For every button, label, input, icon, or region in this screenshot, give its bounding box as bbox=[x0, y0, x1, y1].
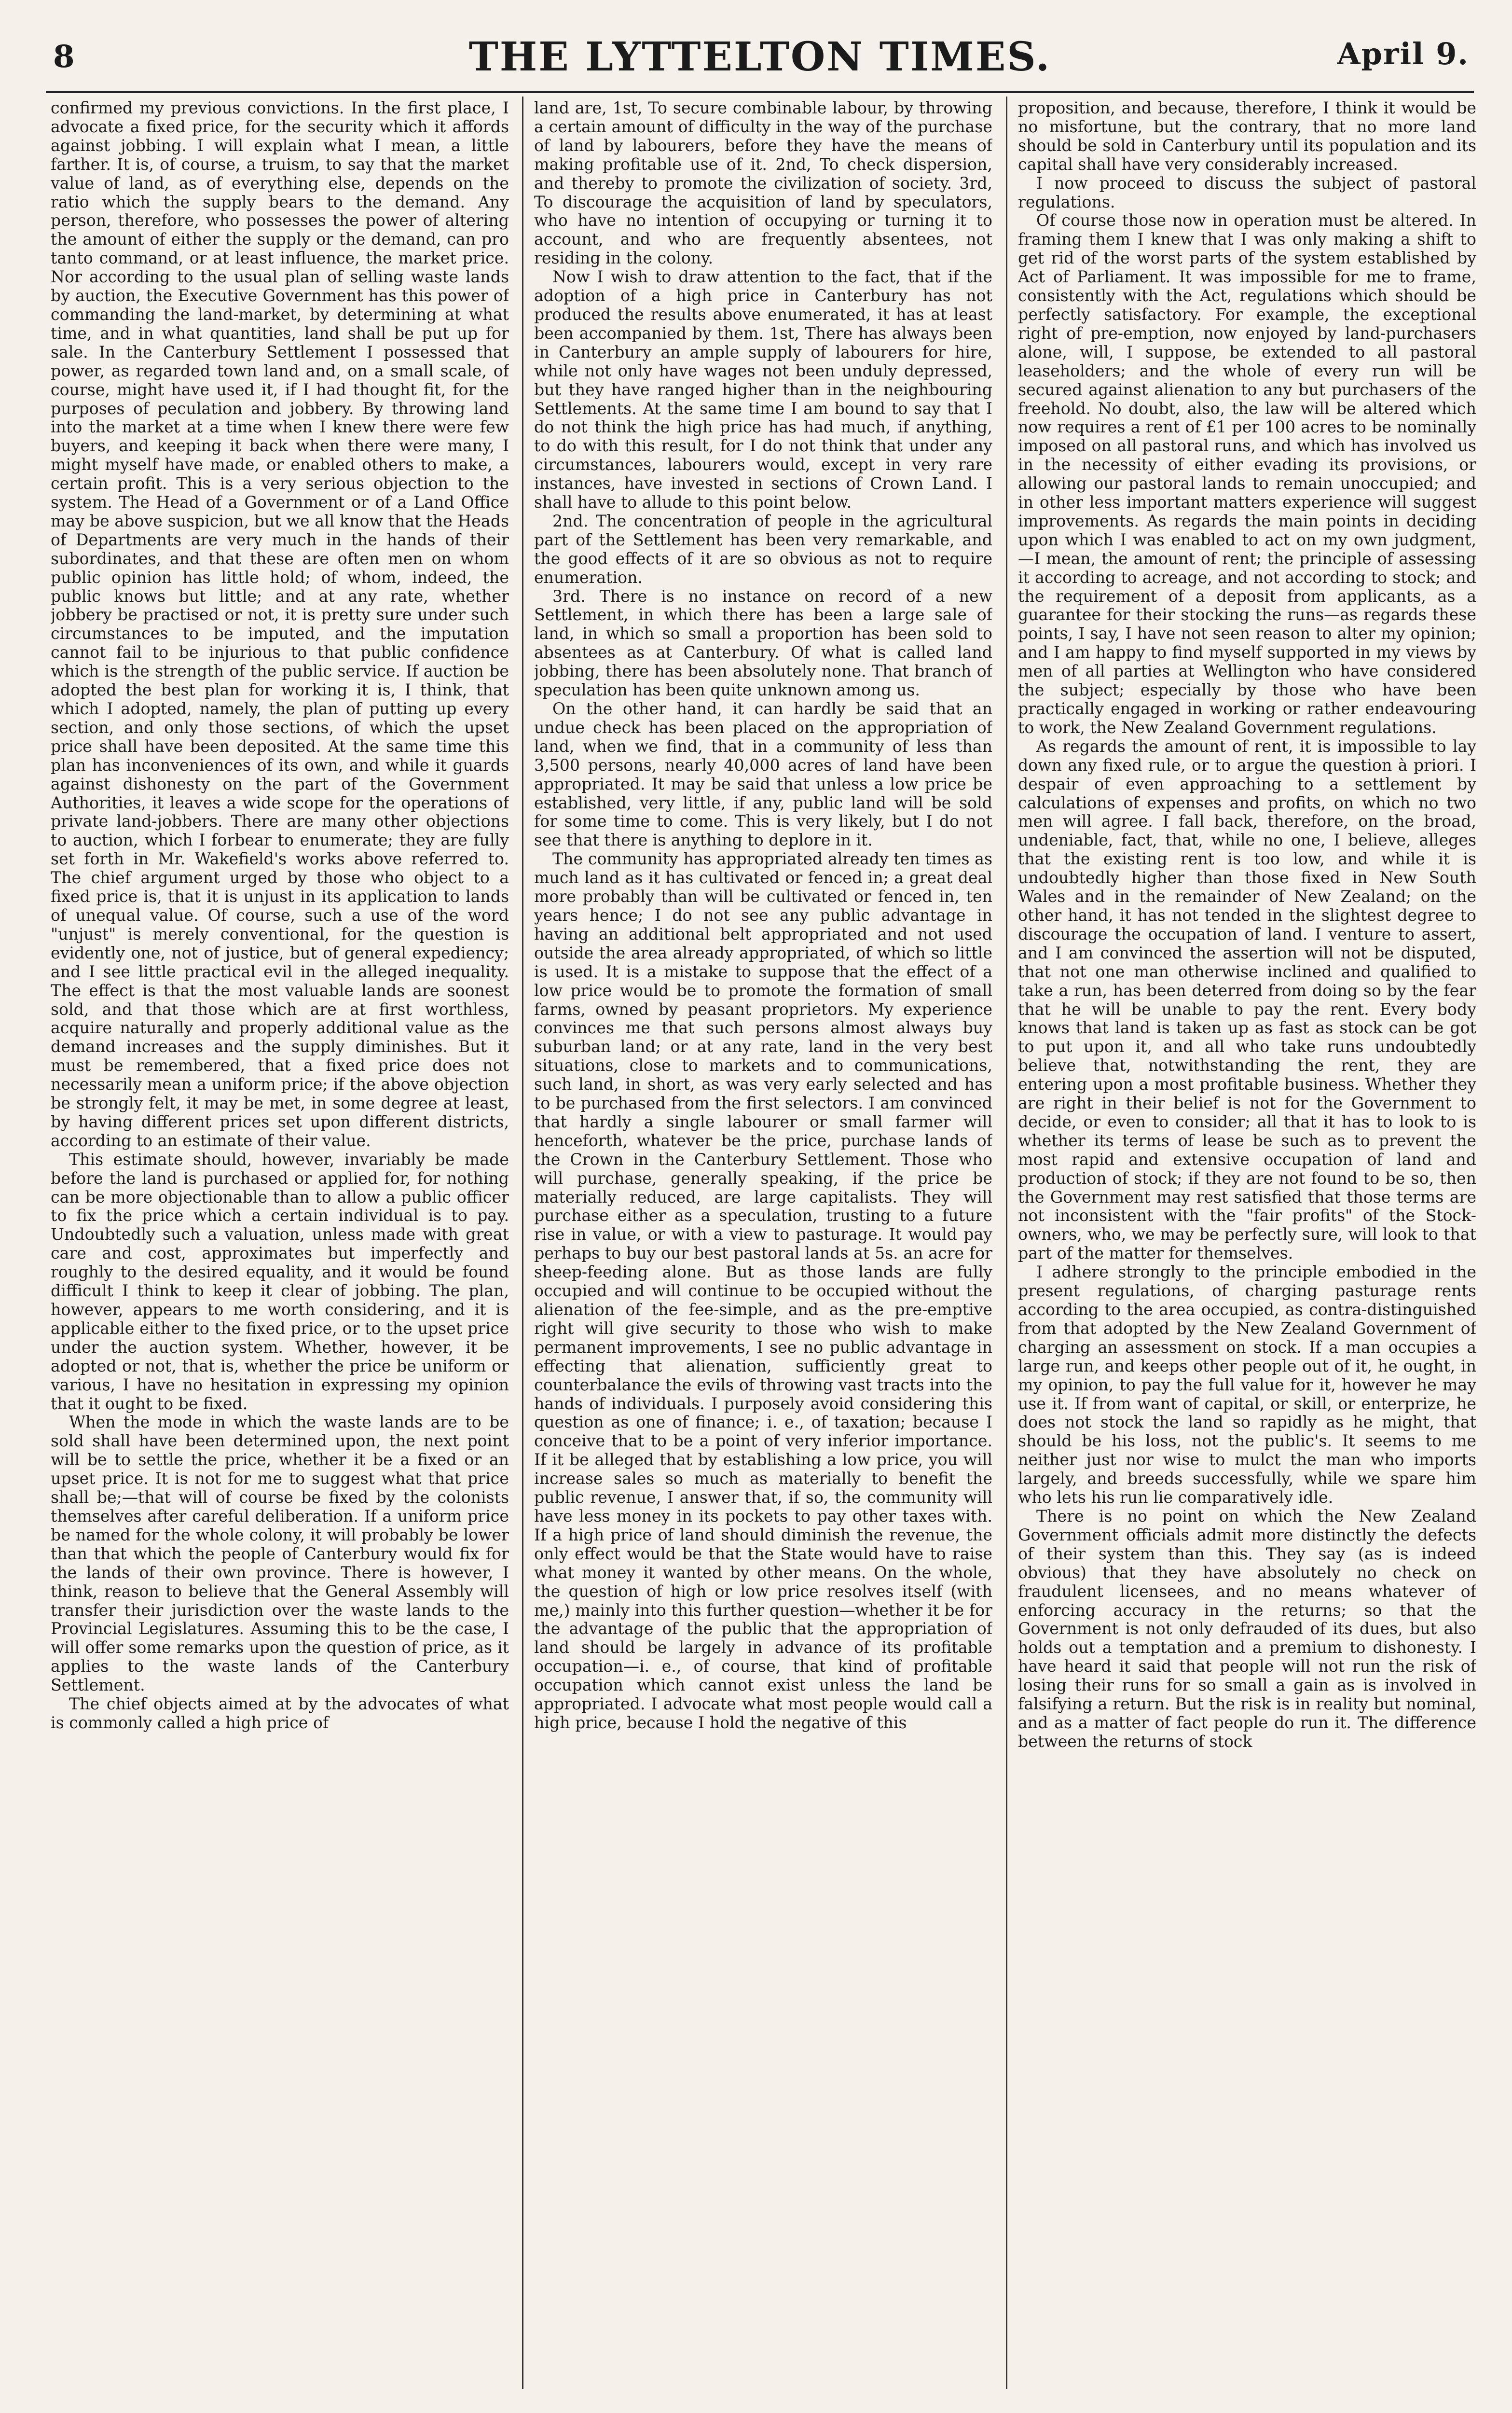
paragraph: The community has appropriated already ten times as much land as it has cultivated or fenced in; a great deal more probably than will be cultivated or fenced in, ten years hence; I do not see any public advantage in having an additional belt appropriated and not used outside the area already appropriated, of which so little is used. It is a mistake to suppose that the effect of a low price would be to promote the formation of small farms, owned by peasant proprietors. My experience convinces me that such persons almost always buy suburban land; or at any rate, land in the very best situations, close to markets and to communications, such land, in short, as was very early selected and has to be purchased from the first selectors. I am convinced that hardly a single labourer or small farmer will henceforth, whatever be the price, purchase lands of the Crown in the Canterbury Settlement. Those who will purchase, generally speaking, if the price be materially reduced, are large capitalists. They will purchase either as a speculation, trusting to a future rise in value, or with a view to pasturage. It would pay perhaps to buy our best pastoral lands at 5s. an acre for sheep-feeding alone. But as those lands are fully occupied and will continue to be occupied without the alienation of the fee-simple, and as the pre-emptive right will give security to those who wish to make permanent improvements, I see no public advantage in effecting that alienation, sufficiently great to counterbalance the evils of throwing vast tracts into the hands of individuals. I purposely avoid considering this question as one of finance; i. e., of taxation; because I conceive that to be a point of very inferior importance. If it be alleged that by establishing a low price, you will increase sales so much as materially to benefit the public revenue, I answer that, if so, the community will have less money in its pockets to pay other taxes with. If a high price of land should diminish the revenue, the only effect would be that the State would have to raise what money it wanted by other means. On the whole, the question of high or low price resolves itself (with me,) mainly into this further question—whether it be for the advantage of the public that the appropriation of land should be largely in advance of its profitable occupation—i. e., of course, that kind of profitable occupation which cannot exist unless the land be appropriated. I advocate what most people would call a high price, because I hold the negative of this bbox=[534, 849, 992, 1732]
paragraph: When the mode in which the waste lands are to be sold shall have been determined upon, the next point will be to settle the price, whether it be a fixed or an upset price. It is not for me to suggest what that price shall be;—that will of course be fixed by the colonists themselves after careful deliberation. If a uniform price be named for the whole colony, it will probably be lower than that which the people of Canterbury would fix for the lands of their own province. There is however, I think, reason to believe that the General Assembly will transfer their jurisdiction over the waste lands to the Provincial Legislatures. Assuming this to be the case, I will offer some remarks upon the question of price, as it applies to the waste lands of the Canterbury Settlement. bbox=[51, 1413, 509, 1695]
column-1 bbox=[51, 99, 509, 2386]
paragraph: 3rd. There is no instance on record of a new Settlement, in which there has been a large sale of land, in which so small a proportion has been sold to absentees as at Canterbury. Of what is called land jobbing, there has been absolutely none. That branch of speculation has been quite unknown among us. bbox=[534, 586, 992, 700]
paragraph: proposition, and because, therefore, I think it would be no misfortune, but the contrary, that no more land should be sold in Canterbury until its population and its capital shall have very considerably increased. bbox=[1018, 99, 1476, 174]
paragraph: As regards the amount of rent, it is impossible to lay down any fixed rule, or to argue the question à priori. I despair of even approaching to a settlement by calculations of expenses and profits, on which no two men will agree. I fall back, therefore, on the broad, undeniable, fact, that, while no one, I believe, alleges that the existing rent is too low, and while it is undoubtedly higher than those fixed in New South Wales and in the remainder of New Zealand; on the other hand, it has not tended in the slightest degree to discourage the occupation of land. I venture to assert, and I am convinced the assertion will not be disputed, that not one man otherwise inclined and qualified to take a run, has been deterred from doing so by the fear that he will be unable to pay the rent. Every body knows that land is taken up as fast as stock can be got to put upon it, and all who take runs undoubtedly believe that, notwithstanding the rent, they are entering upon a most profitable business. Whether they are right in their belief is not for the Government to decide, or even to consider; all that it has to look to is whether its terms of lease be such as to prevent the most rapid and extensive occupation of land and production of stock; if they are not found to be so, then the Government may rest satisfied that those terms are not inconsistent with the "fair profits" of the Stock-owners, who, we may be perfectly sure, will look to that part of the matter for themselves. bbox=[1018, 736, 1476, 1263]
paragraph: Now I wish to draw attention to the fact, that if the adoption of a high price in Canterbury has not produced the results above enumerated, it has at least been accompanied by them. 1st, There has always been in Canterbury an ample supply of labourers for hire, while not only have wages not been unduly depressed, but they have ranged higher than in the neighbouring Settlements. At the same time I am bound to say that I do not think the high price has had much, if anything, to do with this result, for I do not think that under any circumstances, labourers would, except in very rare instances, have invested in sections of Crown Land. I shall have to allude to this point below. bbox=[534, 267, 992, 512]
column-2 bbox=[534, 99, 992, 2386]
issue-date: April 9. bbox=[1337, 36, 1469, 71]
newspaper-title: THE LYTTELTON TIMES. bbox=[468, 34, 1051, 80]
header-rule bbox=[46, 91, 1474, 93]
paragraph: confirmed my previous convictions. In the first place, I advocate a fixed price, for the security which it affords against jobbing. I will explain what I mean, a little farther. It is, of course, a truism, to say that the market value of land, as of everything else, depends on the ratio which the supply bears to the demand. Any person, therefore, who possesses the power of altering the amount of either the supply or the demand, can pro tanto command, or at least influence, the market price. Nor according to the usual plan of selling waste lands by auction, the Executive Government has this power of commanding the land-market, by determining at what time, and in what quantities, land shall be put up for sale. In the Canterbury Settlement I possessed that power, as regarded town land and, on a small scale, of course, might have used it, if I had thought fit, for the purposes of peculation and jobbery. By throwing land into the market at a time when I knew there were few buyers, and keeping it back when there were many, I might myself have made, or enabled others to make, a certain profit. This is a very serious objection to the system. The Head of a Government or of a Land Office may be above suspicion, but we all know that the Heads of Departments are very much in the hands of their subordinates, and that these are often men on whom public opinion has little hold; of whom, indeed, the public knows but little; and at any rate, whether jobbery be practised or not, it is pretty sure under such circumstances to be imputed, and the imputation cannot fail to be injurious to that public confidence which is the strength of the public service. If auction be adopted the best plan for working it is, I think, that which I adopted, namely, the plan of putting up every section, and only those sections, of which the upset price shall have been deposited. At the same time this plan has inconveniences of its own, and while it guards against dishonesty on the part of the Government Authorities, it leaves a wide scope for the operations of private land-jobbers. There are many other objections to auction, which I forbear to enumerate; they are fully set forth in Mr. Wakefield's works above referred to. The chief argument urged by those who object to a fixed price is, that it is unjust in its application to lands of unequal value. Of course, such a use of the word "unjust" is merely conventional, for the question is evidently one, not of justice, but of general expediency; and I see little practical evil in the alleged inequality. The effect is that the most valuable lands are soonest sold, and that those which are at first worthless, acquire naturally and properly additional value as the demand increases and the supply diminishes. But it must be remembered, that a fixed price does not necessarily mean a uniform price; if the above objection be strongly felt, it may be met, in some degree at least, by having different prices set upon different districts, according to an estimate of their value. bbox=[51, 99, 509, 1150]
masthead bbox=[46, 29, 1474, 82]
paragraph: Of course those now in operation must be altered. In framing them I knew that I was only making a shift to get rid of the worst parts of the system established by Act of Parliament. It was impossible for me to frame, consistently with the Act, regulations which should be perfectly satisfactory. For example, the exceptional right of pre-emption, now enjoyed by land-purchasers alone, will, I suppose, be extended to all pastoral leaseholders; and the whole of every run will be secured against alienation to any but purchasers of the freehold. No doubt, also, the law will be altered which now requires a rent of £1 per 100 acres to be nominally imposed on all pastoral runs, and which has involved us in the necessity of either evading its provisions, or allowing our pastoral lands to remain unoccupied; and in other less important matters experience will suggest improvements. As regards the main points in deciding upon which I was enabled to act on my own judgment,—I mean, the amount of rent; the principle of assessing it according to acreage, and not according to stock; and the requirement of a deposit from applicants, as a guarantee for their stocking the runs—as regards these points, I say, I have not seen reason to alter my opinion; and I am happy to find myself supported in my views by men of all parties at Wellington who have considered the subject; especially by those who have been practically engaged in working or rather endeavouring to work, the New Zealand Government regulations. bbox=[1018, 211, 1476, 737]
paragraph: There is no point on which the New Zealand Government officials admit more distinctly the defects of their system than this. They say (as is indeed obvious) that they have absolutely no check on fraudulent licensees, and no means whatever of enforcing accuracy in the returns; so that the Government is not only defrauded of its dues, but also holds out a temptation and a premium to dishonesty. I have heard it said that people will not run the risk of losing their runs for so small a gain as is involved in falsifying a return. But the risk is in reality but nominal, and as a matter of fact people do run it. The difference between the returns of stock bbox=[1018, 1506, 1476, 1751]
paragraph: On the other hand, it can hardly be said that an undue check has been placed on the appropriation of land, when we find, that in a community of less than 3,500 persons, nearly 40,000 acres of land have been appropriated. It may be said that unless a low price be established, very little, if any, public land will be sold for some time to come. This is very likely, but I do not see that there is anything to deplore in it. bbox=[534, 699, 992, 850]
paragraph: land are, 1st, To secure combinable labour, by throwing a certain amount of difficulty in the way of the purchase of land by labourers, before they have the means of making profitable use of it. 2nd, To check dispersion, and thereby to promote the civilization of society. 3rd, To discourage the acquisition of land by speculators, who have no intention of occupying or turning it to account, and who are frequently absentees, not residing in the colony. bbox=[534, 99, 992, 268]
column-divider bbox=[1006, 97, 1007, 2389]
paragraph: I adhere strongly to the principle embodied in the present regulations, of charging pasturage rents according to the area occupied, as contra-distinguished from that adopted by the New Zealand Government of charging an assessment on stock. If a man occupies a large run, and keeps other people out of it, he ought, in my opinion, to pay the full value for it, however he may use it. If from want of capital, or skill, or enterprize, he does not stock the land so rapidly as he might, that should be his loss, not the public's. It seems to me neither just nor wise to mulct the man who imports largely, and breeds successfully, while we spare him who lets his run lie comparatively idle. bbox=[1018, 1262, 1476, 1507]
page-number: 8 bbox=[53, 39, 75, 75]
paragraph: This estimate should, however, invariably be made before the land is purchased or applied for, for nothing can be more objectionable than to allow a public officer to fix the price which a certain individual is to pay. Undoubtedly such a valuation, unless made with great care and cost, approximates but imperfectly and roughly to the desired equality, and it would be found difficult I think to keep it clear of jobbing. The plan, however, appears to me worth considering, and it is applicable either to the fixed price, or to the upset price under the auction system. Whether, however, it be adopted or not, that is, whether the price be uniform or various, I have no hesitation in expressing my opinion that it ought to be fixed. bbox=[51, 1150, 509, 1413]
paragraph: I now proceed to discuss the subject of pastoral regulations. bbox=[1018, 173, 1476, 211]
column-divider bbox=[522, 97, 523, 2389]
column-3 bbox=[1018, 99, 1476, 2386]
paragraph: The chief objects aimed at by the advocates of what is commonly called a high price of bbox=[51, 1694, 509, 1732]
paragraph: 2nd. The concentration of people in the agricultural part of the Settlement has been very remarkable, and the good effects of it are so obvious as not to require enumeration. bbox=[534, 511, 992, 587]
